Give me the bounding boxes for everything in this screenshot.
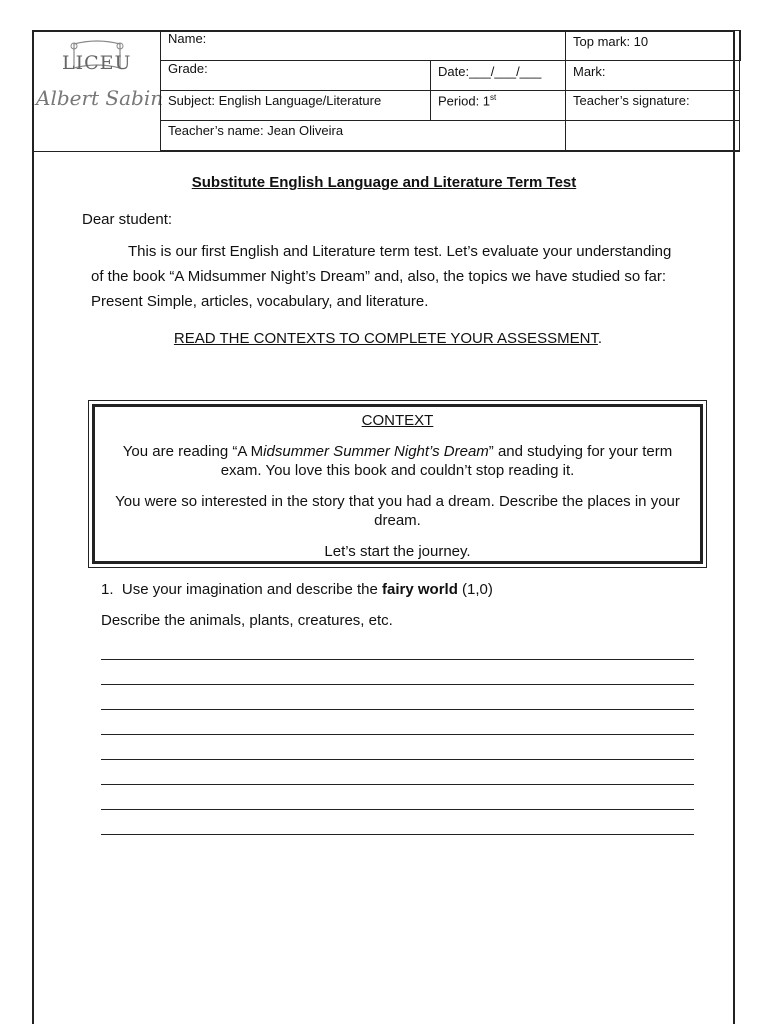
subject-cell — [161, 91, 431, 121]
date-cell[interactable] — [431, 61, 566, 91]
answer-line[interactable] — [101, 684, 694, 685]
answer-line[interactable] — [101, 759, 694, 760]
subject-label: Subject: English Language/Literature — [168, 93, 382, 108]
period-cell — [431, 91, 566, 121]
logo-bottom-rule — [32, 151, 162, 152]
mark-label: Mark: — [573, 64, 606, 79]
question-number: 1. — [101, 581, 114, 598]
date-label: Date:___/___/___ — [438, 64, 542, 79]
context-paragraph-2: You were so interested in the story that you had a dream. Describe the places in your dream. — [115, 493, 680, 529]
empty-cell — [566, 121, 740, 151]
header-table — [160, 30, 741, 152]
top-mark: Top mark: 10 — [573, 34, 649, 49]
signature-label: Teacher’s signature: — [573, 93, 690, 108]
question-1 — [101, 577, 493, 603]
intro-line-2: of the book “A Midsummer Night’s Dream” and, also, the topics we have studied so far: — [91, 268, 666, 285]
instruction-text: READ THE CONTEXTS TO COMPLETE YOUR ASSESSMENT — [173, 330, 598, 347]
period-sup: st — [490, 93, 497, 102]
answer-line[interactable] — [101, 734, 694, 735]
context-paragraph-3: Let’s start the journey. — [324, 543, 471, 560]
context-p1-c: ” and studying for your term exam. You love this book and couldn’t stop reading it. — [220, 443, 673, 479]
top-mark-cell — [566, 31, 740, 61]
logo-albert-sabin: Albert Sabin — [36, 86, 164, 110]
answer-line[interactable] — [101, 809, 694, 810]
context-p1-a: You are reading “A M — [122, 443, 264, 460]
logo-liceu: LICEU — [62, 52, 132, 74]
grade-label: Grade: — [168, 61, 208, 76]
context-paragraph-1 — [101, 442, 694, 480]
question-points: (1,0) — [457, 581, 493, 598]
name-cell[interactable] — [161, 31, 566, 61]
question-1-prompt: Describe the animals, plants, creatures, etc. — [101, 612, 393, 629]
question-text: Use your imagination and describe the — [121, 581, 383, 598]
school-logo — [34, 32, 164, 150]
name-label: Name: — [168, 31, 207, 46]
context-title: CONTEXT — [361, 412, 434, 429]
context-inner — [92, 404, 703, 564]
context-box — [88, 400, 707, 568]
answer-line[interactable] — [101, 659, 694, 660]
period-label: Period: 1 — [438, 93, 491, 109]
teacher-name: Teacher’s name: Jean Oliveira — [168, 123, 344, 138]
instruction: READ THE CONTEXTS TO COMPLETE YOUR ASSESSMENT. — [173, 330, 603, 347]
intro-line-1: This is our first English and Literature term test. Let’s evaluate your understanding — [128, 243, 672, 260]
answer-line[interactable] — [101, 834, 694, 835]
intro-line-3: Present Simple, articles, vocabulary, and literature. — [91, 293, 429, 310]
teacher-name-cell — [161, 121, 566, 151]
signature-cell[interactable] — [566, 91, 740, 121]
greeting: Dear student: — [82, 211, 173, 228]
answer-line[interactable] — [101, 784, 694, 785]
answer-line[interactable] — [101, 709, 694, 710]
question-bold: fairy world — [382, 581, 458, 598]
mark-cell[interactable] — [566, 61, 740, 91]
context-p1-italic: idsummer Summer Night’s Dream — [263, 443, 489, 460]
grade-cell[interactable] — [161, 61, 431, 91]
page-title: Substitute English Language and Literature Term Test — [191, 174, 577, 191]
